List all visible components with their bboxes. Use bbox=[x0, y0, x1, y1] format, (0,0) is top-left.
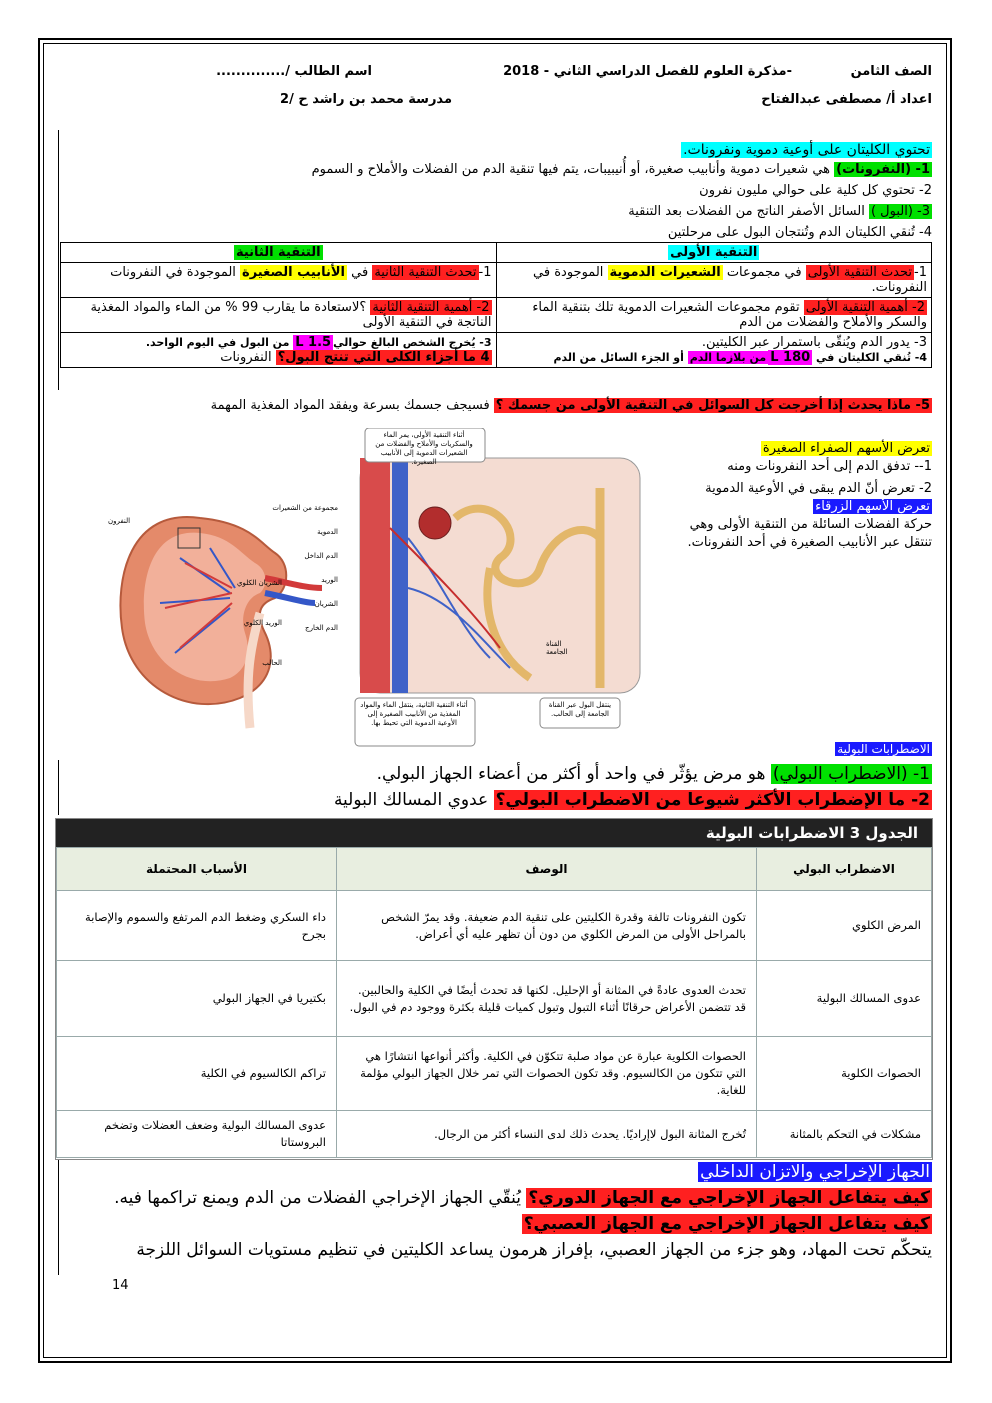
intro-line-3: 3- (البول ) السائل الأصفر الناتج من الفضلات بعد التنقية bbox=[628, 204, 930, 219]
second-filtration-where: 1-تحدث التنقية الثانية في الأنابيب الصغيرة الموجودة في النفرونات bbox=[61, 263, 497, 298]
callout-bottom-left: أثناء التنقية الثانية، ينتقل الماء والمواد المغذية من الأنابيب الصغيرة إلى الأوعية الدموية التي تحيط بها. bbox=[360, 701, 468, 727]
first-filtration-importance: 2- أهمية التنقية الأولى تقوم مجموعات الشعيرات الدموية تلك بتنقية الماء والسكر والأملاح والفضلات من الدم bbox=[496, 298, 932, 333]
second-filtration-importance: 2- أهمية التنقية الثانية ؟لاستعادة ما يقارب 99 % من الماء والمواد المغذية الناتجة في التنقية الأولى bbox=[61, 298, 497, 333]
intro-heading: تحتوي الكليتان على أوعية دموية ونفرونات. bbox=[683, 142, 930, 158]
diagram-labels: مجموعة من الشعيرات الدموية الدم الداخل الوريد الشريان الدم الخارج bbox=[272, 504, 338, 632]
col-first-filtration: التنقية الأولى bbox=[496, 243, 932, 263]
urinary-title: الاضطرابات البولية bbox=[837, 742, 930, 756]
school-name: مدرسة محمد بن راشد ح /2 bbox=[280, 92, 452, 107]
urinary-line-1: 1- (الاضطراب البولي) هو مرض يؤثّر في واحد أو أكثر من أعضاء الجهاز البولي. bbox=[376, 764, 930, 784]
table-row: عدوى المسالك البولية تحدث العدوى عادةً في المثانة أو الإحليل. لكنها قد تحدث أيضًا في الكلية والحالبين. قد تتضمن الأعراض حرقانًا أثناء التبول وتبول كميات قليلة بكثرة ووجود دم في البول. بكتيريا في الجهاز البولي bbox=[57, 961, 932, 1037]
intro-line-2: 2- تحتوي كل كلية على حوالي مليون نفرون bbox=[699, 183, 932, 198]
header-disorder: الاضطراب البولي bbox=[757, 848, 932, 891]
nephron-illustration bbox=[360, 458, 640, 693]
disorders-table-title: الجدول 3 الاضطرابات البولية bbox=[56, 819, 932, 847]
callout-top: أثناء التنقية الأولى، يمر الماء والسكريات والأملاح والفضلات من الشعيرات الدموية إلى الأنابيب الصغيرة. bbox=[375, 431, 473, 466]
first-filtration-where: 1-تحدث التنقية الأولى في مجموعات الشعيرات الدموية الموجودة في النفرونات. bbox=[496, 263, 932, 298]
kidney-nephron-diagram bbox=[60, 428, 680, 748]
filtration-facts-first: 3- يدور الدم ويُنقّى باستمرار عبر الكليتين. 4- تُنقي الكليتان في 180 Lمن بلازما الدم أو الجزء السائل من الدم bbox=[496, 333, 932, 368]
urinary-disorders-table bbox=[55, 818, 933, 1160]
homeostasis-a2: يتحكّم تحت المهاد، وهو جزء من الجهاز العصبي، بإفراز هرمون يساعد الكليتين في تنظيم مستويات السوائل اللزجة bbox=[136, 1240, 932, 1260]
callout-bottom-right: ينتقل البول عبر القناة الجامعة إلى الحالب. bbox=[548, 701, 612, 718]
memo-title: -مذكرة العلوم للفصل الدراسي الثاني - 2018 bbox=[503, 64, 792, 79]
intro-line-1: 1- (النفرونات) هي شعيرات دموية وأنابيب صغيرة، أو أُنيبيبات، يتم فيها تنقية الدم من الفضلات والأملاح و السموم bbox=[311, 162, 930, 177]
table-row: الحصوات الكلوية الحصوات الكلوية عبارة عن مواد صلبة تتكوّن في الكلية. وأكثر أنواعها انتشارًا هي التي تتكون من الكالسيوم. وقد تكون الحصوات التي تمر خلال الجهاز البولي مؤلمة للغاية. تراكم الكالسيوم في الكلية bbox=[57, 1037, 932, 1111]
student-name: اسم الطالب /.............. bbox=[216, 64, 372, 79]
arrow-explanations: تعرض الأسهم الصفراء الصغيرة 1-- تدفق الدم إلى أحد النفرونات ومنه 2- تعرض أنّ الدم يبقى في الأوعية الدموية تعرض الأسهم الزرقاء حركة الفضلات السائلة من التنقية الأولى وهي تنتقل عبر الأنابيب الصغيرة في أحد النفرونات. bbox=[687, 441, 932, 550]
margin-line bbox=[58, 130, 59, 390]
label-collecting-duct: القناة الجامعة bbox=[546, 640, 568, 656]
homeostasis-q1: كيف يتفاعل الجهاز الإخراجي مع الجهاز الدوري؟ يُنقّي الجهاز الإخراجي الفضلات من الدم ويمنع تراكمها فيه. bbox=[114, 1188, 930, 1208]
margin-line-3 bbox=[58, 1160, 59, 1275]
kidney-labels: الشريان الكلوي الوريد الكلوي الحالب bbox=[237, 579, 282, 667]
page-number: 14 bbox=[112, 1278, 129, 1293]
homeostasis-title: الجهاز الإخراجي والاتزان الداخلي bbox=[700, 1162, 930, 1182]
header-description: الوصف bbox=[337, 848, 757, 891]
question-5: 5- ماذا يحدث إذا أخرجت كل السوائل في التنقية الأولى من جسمك ؟ فسيجف جسمك بسرعة ويفقد المواد المغذية المهمة bbox=[210, 398, 930, 413]
label-nephron: النفرون bbox=[108, 517, 131, 525]
table-row: مشكلات في التحكم بالمثانة تُخرج المثانة البول لاإراديًا. يحدث ذلك لدى النساء أكثر من الرجال. عدوى المسالك البولية وضعف العضلات وتضخم البروستاتا bbox=[57, 1111, 932, 1158]
filtration-table bbox=[60, 242, 932, 368]
col-second-filtration: التنقية الثانية bbox=[61, 243, 497, 263]
filtration-facts-second: 3- يُخرج الشخص البالغ حوالي1.5 L من البول في اليوم الواحد. 4 ما أجزاء الكلى التي تنتج البول؟ النفرونات bbox=[61, 333, 497, 368]
table-row: المرض الكلوي تكون النفرونات تالفة وقدرة الكليتين على تنقية الدم ضعيفة. وقد يمرّ الشخص بالمراحل الأولى من المرض الكلوي من دون أن تظهر عليه أي أعراض. داء السكري وضغط الدم المرتفع والسموم والإصابة بجرح bbox=[57, 891, 932, 961]
homeostasis-q2: كيف يتفاعل الجهاز الإخراجي مع الجهاز العصبي؟ bbox=[523, 1214, 930, 1234]
grade: الصف الثامن bbox=[850, 64, 932, 79]
margin-line-2 bbox=[58, 760, 59, 815]
urinary-line-2: 2- ما الإضطراب الأكثر شيوعا من الاضطراب البولي؟ عدوي المسالك البولية bbox=[333, 790, 930, 810]
prepared-by: اعداد أ/ مصطفى عبدالفتاح bbox=[761, 92, 932, 107]
intro-line-4: 4- تُنقي الكليتان الدم وتُنتجان البول على مرحلتين bbox=[667, 225, 932, 240]
header-causes: الأسباب المحتملة bbox=[57, 848, 337, 891]
